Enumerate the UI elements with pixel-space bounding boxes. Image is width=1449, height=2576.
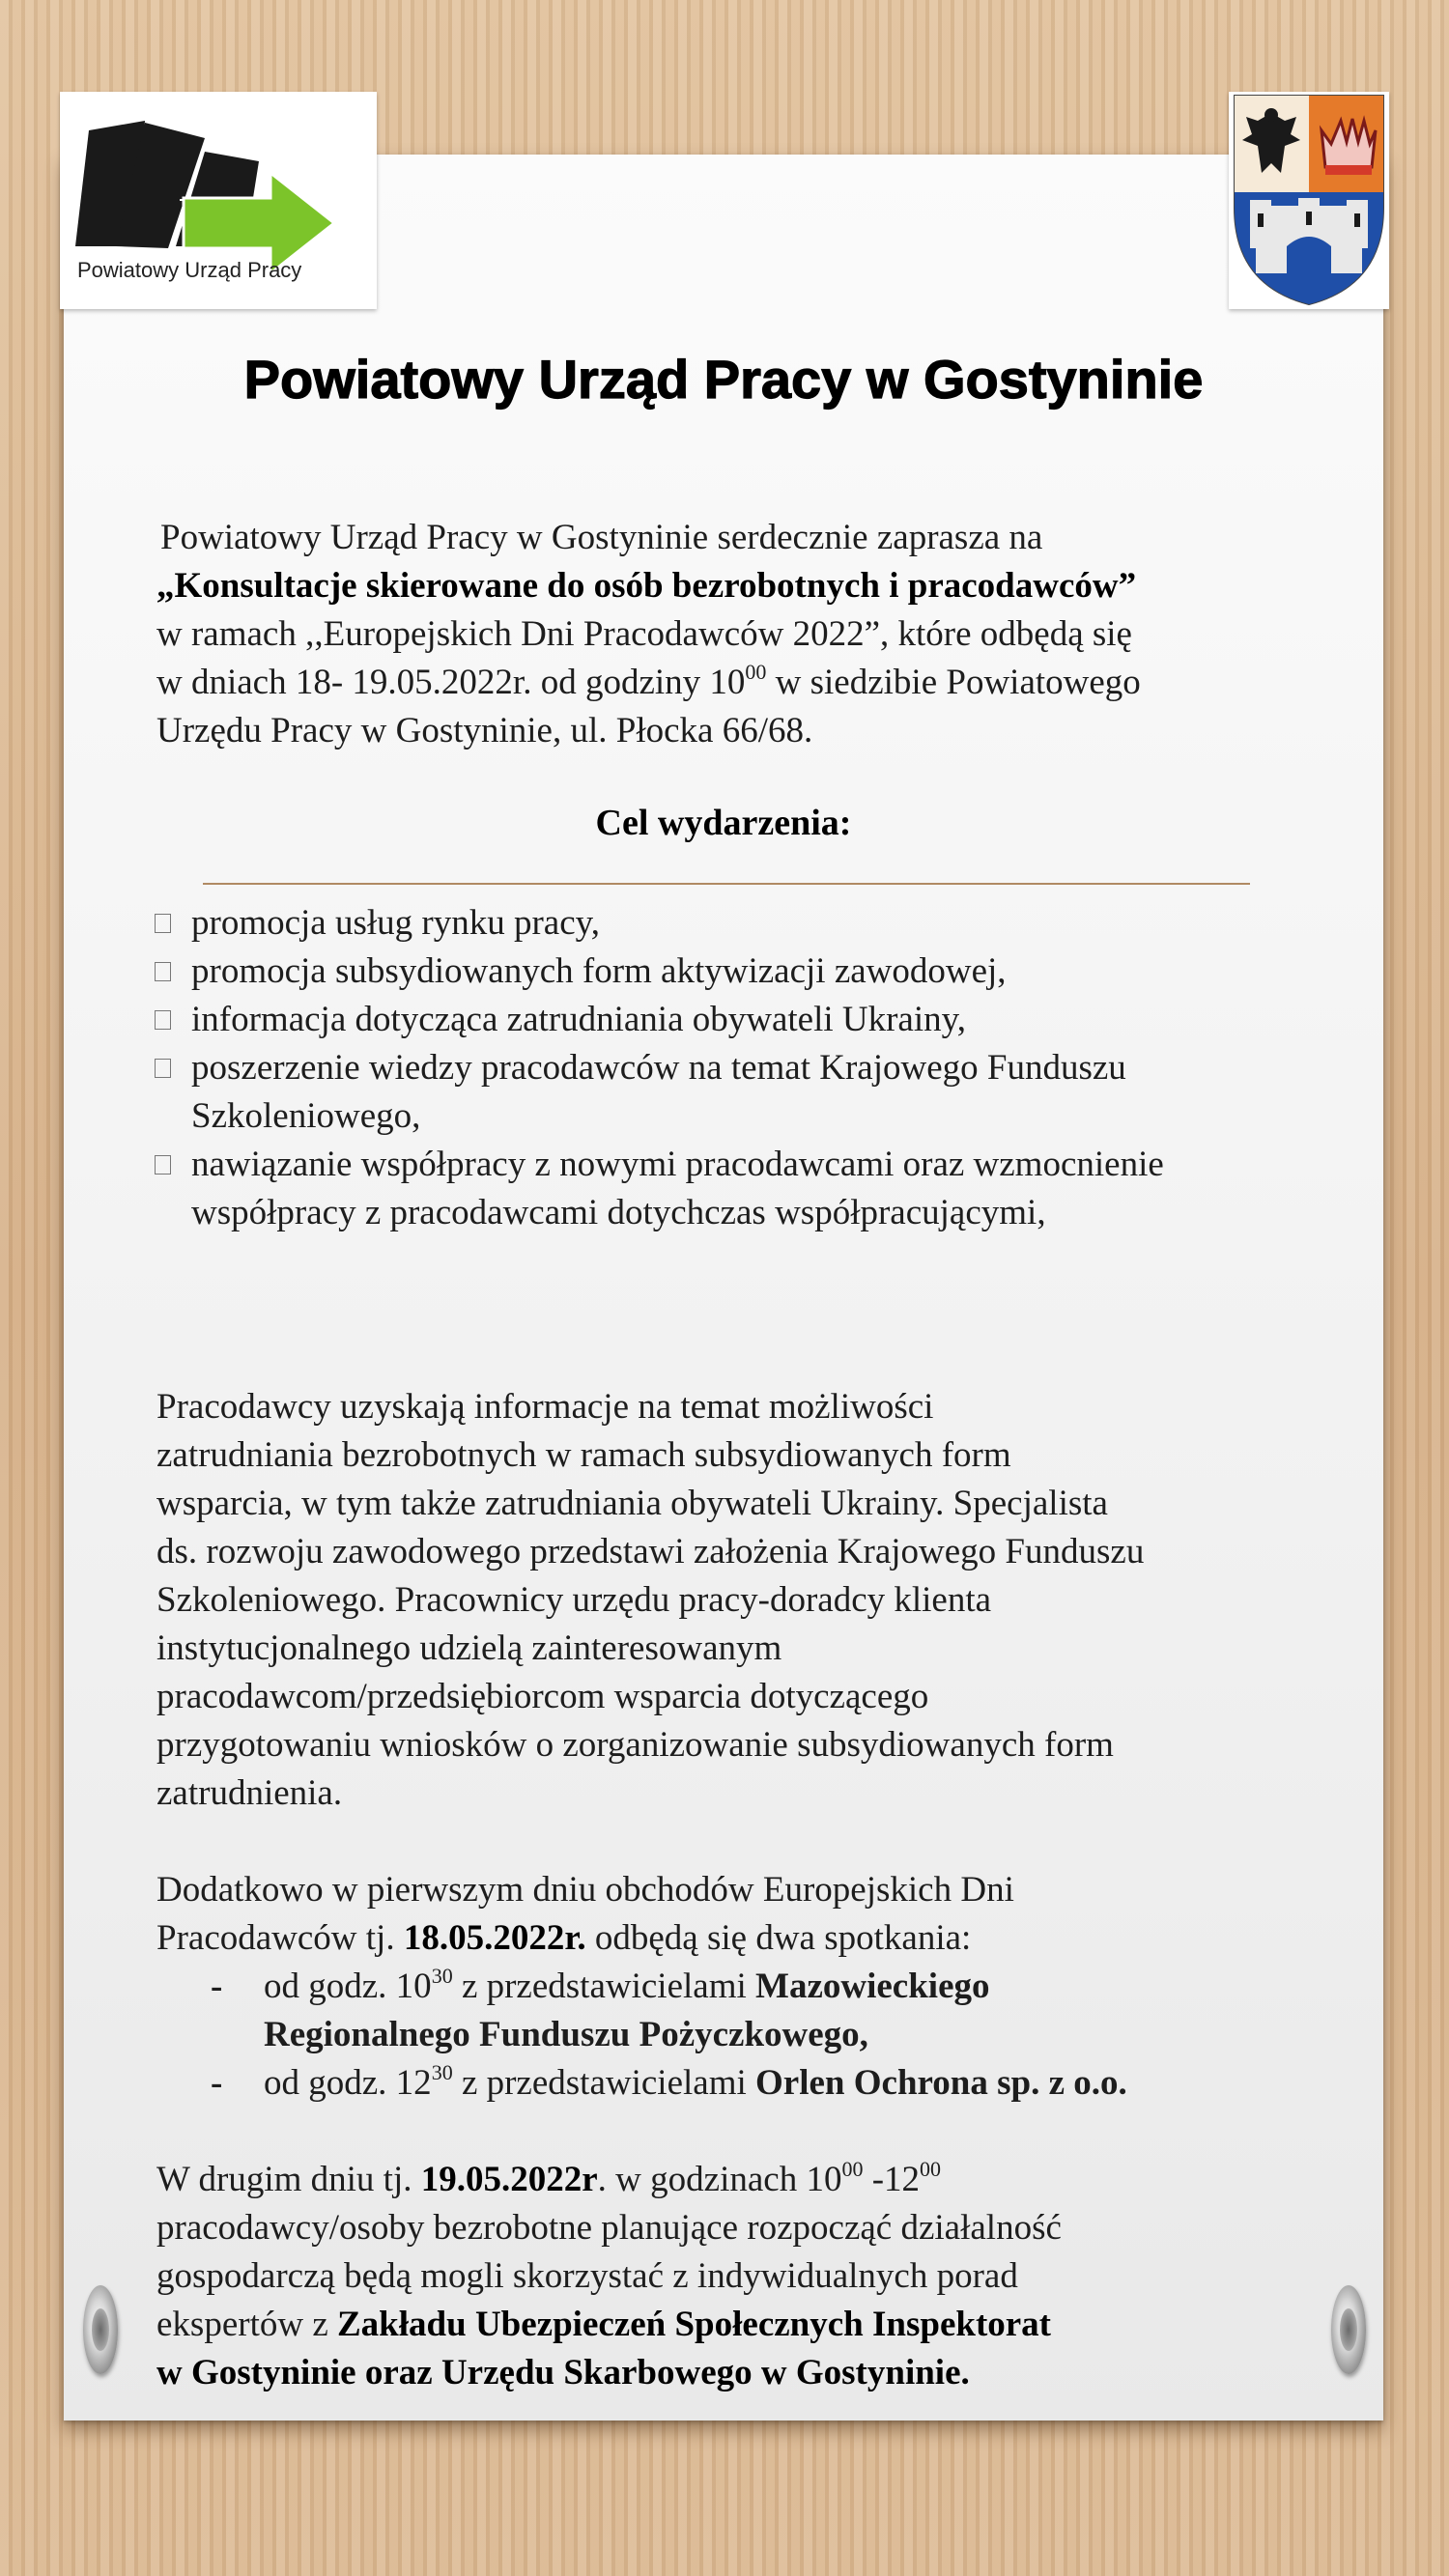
list-item: - od godz. $10^{30}$ z przedstawicielami Mazowieckiego Regionalnego Funduszu Pożyczkowego, <box>211 1963 990 2054</box>
date-highlight: 18.05.2022r. <box>403 1918 586 1958</box>
logo-caption: Powiatowy Urząd Pracy <box>77 258 302 282</box>
organization-name: w Gostyninie oraz Urzędu Skarbowego w Gostyninie. <box>156 2353 970 2392</box>
organization-name: Zakładu Ubezpieczeń Społecznych Inspektorat <box>337 2305 1052 2344</box>
paragraph-line: pracodawcom/przedsiębiorcom wsparcia dotyczącego <box>156 1677 929 1716</box>
intro-line: w dniach 18- 19.05.2022r. od godziny $10^{00}$ w siedzibie Powiatowego <box>156 659 1141 702</box>
intro-line: Powiatowy Urząd Pracy w Gostyninie serdecznie zaprasza na <box>160 518 1043 557</box>
event-name: „Konsultacje skierowane do osób bezrobotnych i pracodawców” <box>156 566 1137 606</box>
coat-of-arms-graphic <box>1229 92 1389 309</box>
list-item: nawiązanie współpracy z nowymi pracodawcami oraz wzmocnienie współpracy z pracodawcami dotychczas współpracującymi, <box>155 1141 1167 1237</box>
paragraph-line: instytucjonalnego udzielą zainteresowanym <box>156 1628 782 1668</box>
paragraph-line: Pracodawcy uzyskają informacje na temat możliwości <box>156 1387 934 1427</box>
intro-line: Urzędu Pracy w Gostyninie, ul. Płocka 66/68. <box>156 711 813 750</box>
meetings-list <box>211 1963 1350 2108</box>
checkbox-bullet-icon <box>155 1010 171 1030</box>
paragraph-line: Szkoleniowego. Pracownicy urzędu pracy-doradcy klienta <box>156 1580 992 1620</box>
organization-name: Regionalnego Funduszu Pożyczkowego, <box>264 2015 868 2054</box>
coat-of-arms <box>1229 92 1389 309</box>
time-superscript: 00 <box>745 659 767 684</box>
dash-bullet: - <box>211 1967 223 2006</box>
pup-logo <box>60 92 377 309</box>
paragraph-line: zatrudniania bezrobotnych w ramach subsydiowanych form <box>156 1435 1011 1475</box>
organization-name: Mazowieckiego <box>755 1967 990 2006</box>
paragraph-line <box>156 2349 1335 2397</box>
list-item: promocja subsydiowanych form aktywizacji zawodowej, <box>155 948 1314 996</box>
list-item: poszerzenie wiedzy pracodawców na temat Krajowego Funduszu Szkoleniowego, <box>155 1044 1167 1141</box>
intro-line: w ramach ,,Europejskich Dni Pracodawców 2022”, które odbędą się <box>156 614 1132 654</box>
checkbox-bullet-icon <box>155 1155 171 1175</box>
goal-list <box>155 899 1314 1237</box>
time-superscript: 30 <box>431 1963 453 1988</box>
goal-heading: Cel wydarzenia: <box>595 803 852 843</box>
paragraph-line: przygotowaniu wniosków o zorganizowanie subsydiowanych form <box>156 1725 1114 1765</box>
paragraph-line: Pracodawców tj. 18.05.2022r. odbędą się dwa spotkania: <box>156 1918 972 1958</box>
employers-paragraph <box>156 1383 1335 1818</box>
pin-icon <box>83 2285 118 2374</box>
date-highlight: 19.05.2022r <box>420 2160 598 2199</box>
paragraph-line: wsparcia, w tym także zatrudniania obywateli Ukrainy. Specjalista <box>156 1484 1108 1523</box>
list-item: informacja dotycząca zatrudniania obywateli Ukrainy, <box>155 996 1314 1044</box>
second-day-paragraph <box>156 2156 1335 2397</box>
paragraph-line: ds. rozwoju zawodowego przedstawi założenia Krajowego Funduszu <box>156 1532 1145 1571</box>
checkbox-bullet-icon <box>155 914 171 933</box>
list-item: - od godz. $12^{30}$ z przedstawicielami Orlen Ochrona sp. z o.o. <box>211 2059 1350 2108</box>
paragraph-line: W drugim dniu tj. 19.05.2022r. w godzinach $10^{00}$ $-12^{00}$ <box>156 2156 942 2199</box>
time-superscript: 30 <box>431 2059 453 2084</box>
intro-paragraph <box>156 514 1335 755</box>
checkbox-bullet-icon <box>155 962 171 981</box>
time-superscript: 00 <box>841 2156 864 2181</box>
time-superscript: 00 <box>920 2156 942 2181</box>
dash-bullet: - <box>211 2063 223 2103</box>
checkbox-bullet-icon <box>155 1059 171 1078</box>
list-item: promocja usług rynku pracy, <box>155 899 1314 948</box>
paragraph-line: Dodatkowo w pierwszym dniu obchodów Europejskich Dni <box>156 1870 1014 1910</box>
paragraph-line: gospodarczą będą mogli skorzystać z indywidualnych porad <box>156 2256 1018 2296</box>
first-day-paragraph <box>156 1866 1335 1963</box>
page-title: Powiatowy Urząd Pracy w Gostyninie <box>243 349 1204 410</box>
organization-name: Orlen Ochrona sp. z o.o. <box>755 2063 1127 2103</box>
pin-icon <box>1331 2285 1366 2374</box>
paragraph-line: ekspertów z Zakładu Ubezpieczeń Społecznych Inspektorat <box>156 2305 1052 2344</box>
divider <box>203 883 1250 885</box>
paragraph-line: pracodawcy/osoby bezrobotne planujące rozpocząć działalność <box>156 2208 1062 2248</box>
paragraph-line: zatrudnienia. <box>156 1773 343 1813</box>
